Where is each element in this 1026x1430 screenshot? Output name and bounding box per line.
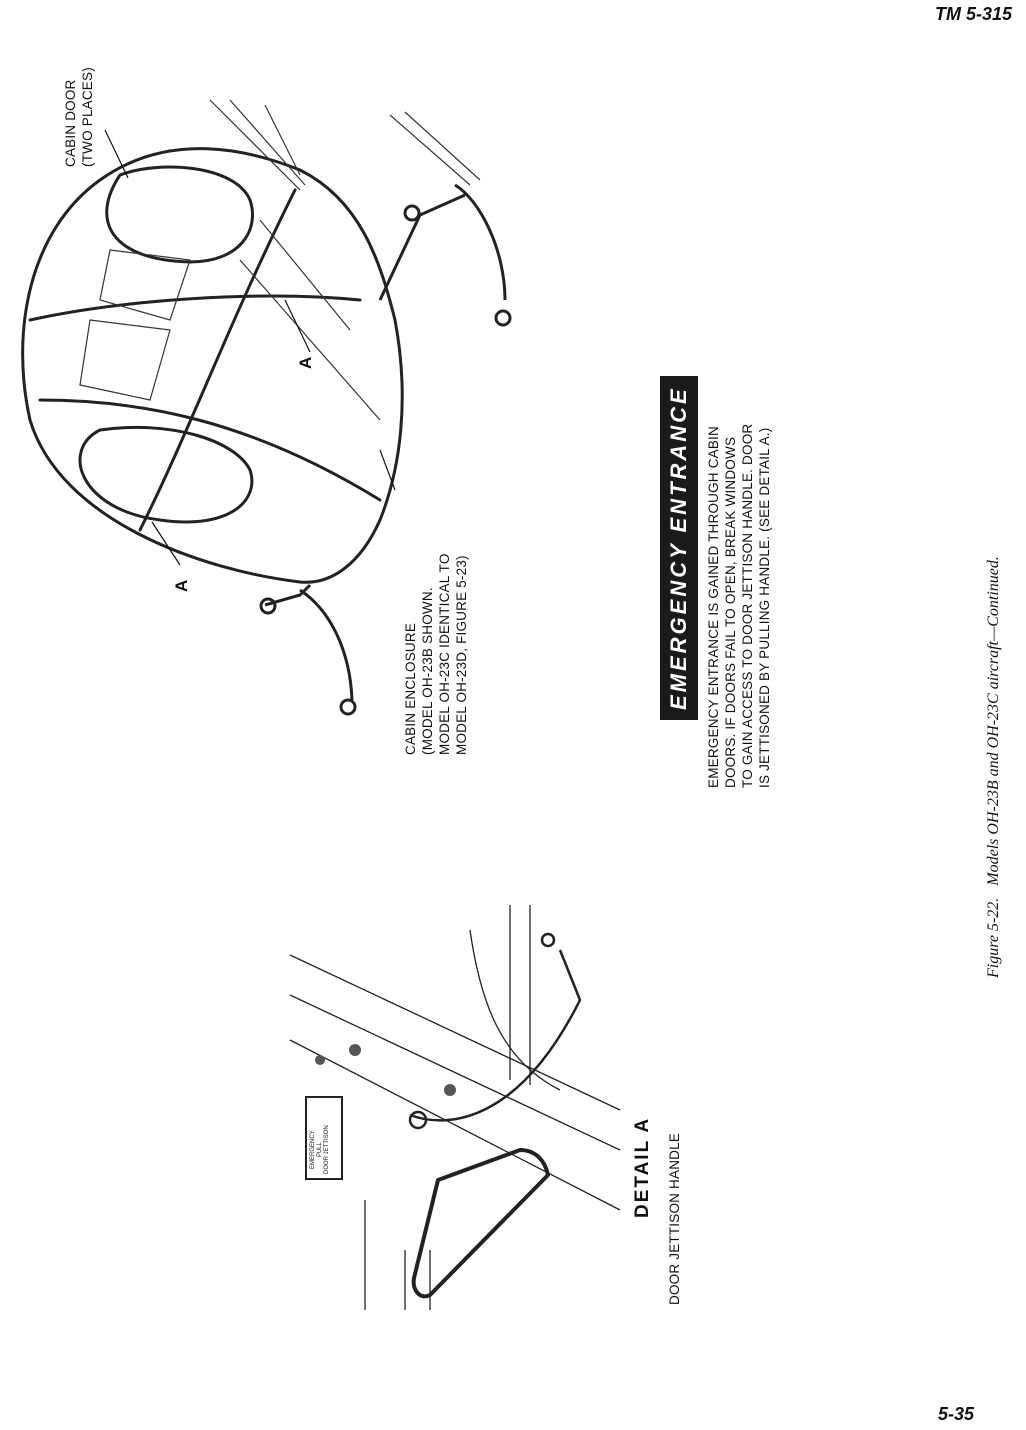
page-number: 5-35 — [938, 1404, 975, 1424]
cabin-enclosure-line-1: CABIN ENCLOSURE — [403, 622, 418, 755]
cabin-door-label — [62, 67, 96, 167]
emergency-line-3: TO GAIN ACCESS TO DOOR JETTISON HANDLE. DOOR — [740, 423, 755, 788]
cabin-enclosure-line-4: MODEL OH-23D, FIGURE 5-23) — [454, 555, 469, 755]
cabin-enclosure-line-2: (MODEL OH-23B SHOWN. — [420, 587, 435, 755]
placard-line-3: DOOR JETTISON — [324, 1125, 330, 1174]
placard-line-2: PULL — [317, 1142, 323, 1158]
doc-number: TM 5-315 — [935, 4, 1013, 24]
figure-number: Figure 5-22. — [985, 897, 1002, 978]
callout-a-lower: A — [172, 579, 191, 592]
emergency-line-1: EMERGENCY ENTRANCE IS GAINED THROUGH CABIN — [706, 426, 721, 788]
figure-caption — [985, 556, 1003, 978]
emergency-entrance-heading: EMERGENCY ENTRANCE — [660, 376, 698, 720]
placard-text — [310, 1125, 331, 1174]
cabin-door-line-1: CABIN DOOR — [63, 79, 78, 167]
emergency-line-4: IS JETTISONED BY PULLING HANDLE. (SEE DETAIL A.) — [757, 427, 772, 788]
callout-a-upper: A — [296, 356, 315, 369]
cabin-enclosure-line-3: MODEL OH-23C IDENTICAL TO — [437, 553, 452, 755]
figure-title: Models OH-23B and OH-23C aircraft—Continued. — [985, 556, 1002, 886]
cabin-door-line-2: (TWO PLACES) — [80, 67, 95, 167]
cabin-enclosure-label — [402, 553, 470, 755]
emergency-entrance-text — [705, 424, 773, 788]
placard-line-1: EMERGENCY — [310, 1130, 316, 1169]
detail-a-subtitle: DOOR JETTISON HANDLE — [667, 1132, 682, 1305]
emergency-line-2: DOORS. IF DOORS FAIL TO OPEN, BREAK WINDOWS — [723, 436, 738, 788]
detail-a-title: DETAIL A — [632, 1116, 653, 1218]
